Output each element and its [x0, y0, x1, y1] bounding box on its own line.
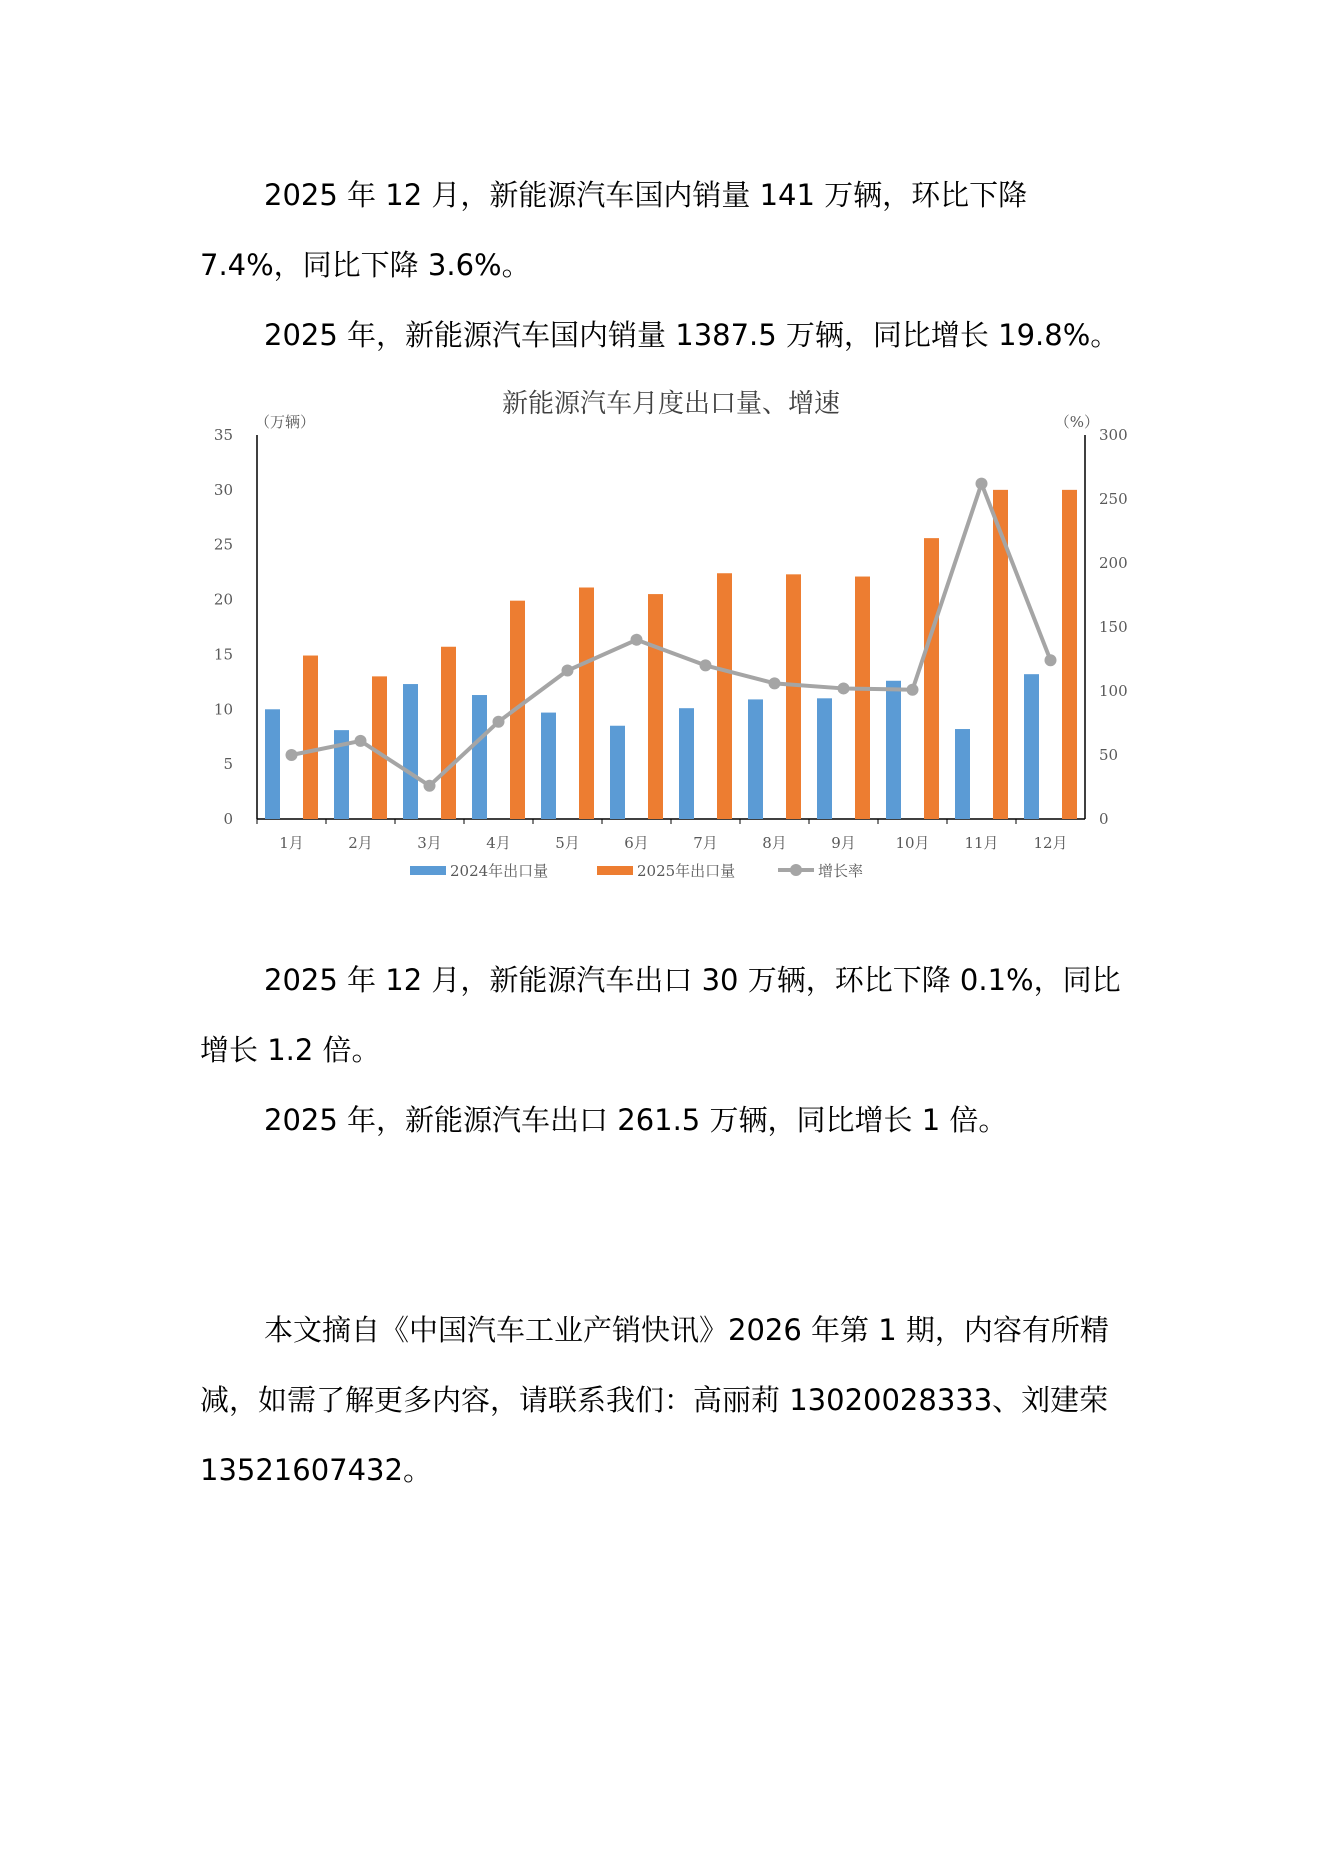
- y-left-tick-label: 25: [213, 535, 233, 554]
- bar-2025: [717, 573, 732, 819]
- growth-rate-point: [631, 634, 643, 646]
- growth-rate-point: [286, 749, 298, 761]
- y-left-tick-label: 35: [213, 426, 233, 444]
- growth-rate-point: [355, 735, 367, 747]
- growth-rate-point: [838, 682, 850, 694]
- bar-2024: [403, 684, 418, 819]
- bar-2025: [855, 577, 870, 819]
- paragraph-text: 2025 年 12 月，新能源汽车国内销量 141 万辆，环比下降 7.4%，同比下降 3.6%。: [200, 178, 1028, 282]
- y-left-tick-label: 20: [213, 590, 233, 609]
- chart-canvas: [200, 378, 1130, 898]
- legend-label: 2024年出口量: [450, 862, 549, 880]
- bar-2024: [886, 681, 901, 819]
- paragraph-text: 2025 年 12 月，新能源汽车出口 30 万辆，环比下降 0.1%，同比增长 1.2 倍。: [200, 963, 1121, 1067]
- chart-title: 新能源汽车月度出口量、增速: [501, 389, 841, 419]
- y-left-tick-label: 0: [223, 810, 233, 828]
- growth-rate-point: [1045, 654, 1057, 666]
- x-tick-label: 6月: [624, 834, 649, 852]
- bar-2025: [303, 656, 318, 819]
- x-tick-label: 7月: [693, 834, 718, 852]
- paragraph-text: 本文摘自《中国汽车工业产销快讯》2026 年第 1 期，内容有所精减，如需了解更多内容，请联系我们：高丽莉 13020028333、刘建荣 13521607432。: [200, 1313, 1109, 1487]
- bar-2025: [648, 594, 663, 819]
- y-left-unit: （万辆）: [255, 413, 316, 431]
- x-tick-label: 2月: [348, 834, 373, 852]
- bar-2025: [786, 574, 801, 819]
- bar-2024: [679, 708, 694, 819]
- bar-2024: [1024, 674, 1039, 819]
- x-tick-label: 4月: [486, 834, 511, 852]
- growth-rate-point: [700, 659, 712, 671]
- growth-rate-point: [907, 684, 919, 696]
- bar-2025: [1062, 490, 1077, 819]
- bar-2024: [472, 695, 487, 819]
- y-left-tick-label: 15: [213, 645, 233, 664]
- legend-label: 2025年出口量: [637, 862, 736, 880]
- y-left-tick-label: 5: [223, 755, 233, 774]
- x-tick-label: 10月: [895, 834, 930, 852]
- x-tick-label: 5月: [555, 834, 580, 852]
- y-right-unit: （%）: [1054, 413, 1099, 431]
- y-left-tick-label: 30: [213, 480, 233, 499]
- legend-swatch: [597, 866, 633, 875]
- x-tick-label: 1月: [279, 834, 304, 852]
- x-tick-label: 9月: [831, 834, 856, 852]
- growth-rate-point: [562, 665, 574, 677]
- y-right-tick-label: 150: [1099, 618, 1128, 636]
- paragraph-domestic-annual: [200, 300, 1130, 370]
- bar-2025: [993, 490, 1008, 819]
- growth-rate-point: [424, 780, 436, 792]
- paragraph-domestic-december: [200, 160, 1130, 300]
- paragraph-source-contact: [200, 1295, 1130, 1505]
- bar-2024: [748, 699, 763, 819]
- x-tick-label: 12月: [1033, 834, 1068, 852]
- legend-label: 增长率: [818, 862, 864, 880]
- chart-svg: [200, 378, 1130, 898]
- export-chart: [200, 378, 1130, 898]
- x-tick-label: 11月: [964, 834, 999, 852]
- paragraph-export-annual: [200, 1085, 1130, 1155]
- bar-2024: [541, 713, 556, 819]
- bar-2025: [924, 538, 939, 819]
- y-right-tick-label: 100: [1099, 682, 1128, 700]
- paragraph-export-december: [200, 945, 1130, 1085]
- y-right-tick-label: 0: [1099, 810, 1109, 828]
- bar-2025: [441, 647, 456, 819]
- bar-2024: [265, 709, 280, 819]
- x-tick-label: 8月: [762, 834, 787, 852]
- y-right-tick-label: 250: [1099, 490, 1128, 508]
- paragraph-text: 2025 年，新能源汽车出口 261.5 万辆，同比增长 1 倍。: [264, 1103, 1008, 1137]
- x-tick-label: 3月: [417, 834, 442, 852]
- y-right-tick-label: 300: [1099, 426, 1128, 444]
- bar-2024: [955, 729, 970, 819]
- bar-2024: [610, 726, 625, 819]
- growth-rate-point: [769, 677, 781, 689]
- bar-2024: [817, 698, 832, 819]
- y-right-tick-label: 200: [1099, 554, 1128, 572]
- legend-swatch: [410, 866, 446, 875]
- y-left-tick-label: 10: [213, 700, 233, 719]
- paragraph-text: 2025 年，新能源汽车国内销量 1387.5 万辆，同比增长 19.8%。: [264, 318, 1120, 352]
- legend-swatch-marker: [790, 864, 802, 876]
- growth-rate-point: [493, 716, 505, 728]
- y-right-tick-label: 50: [1099, 746, 1119, 764]
- bar-2025: [579, 588, 594, 819]
- growth-rate-point: [976, 478, 988, 490]
